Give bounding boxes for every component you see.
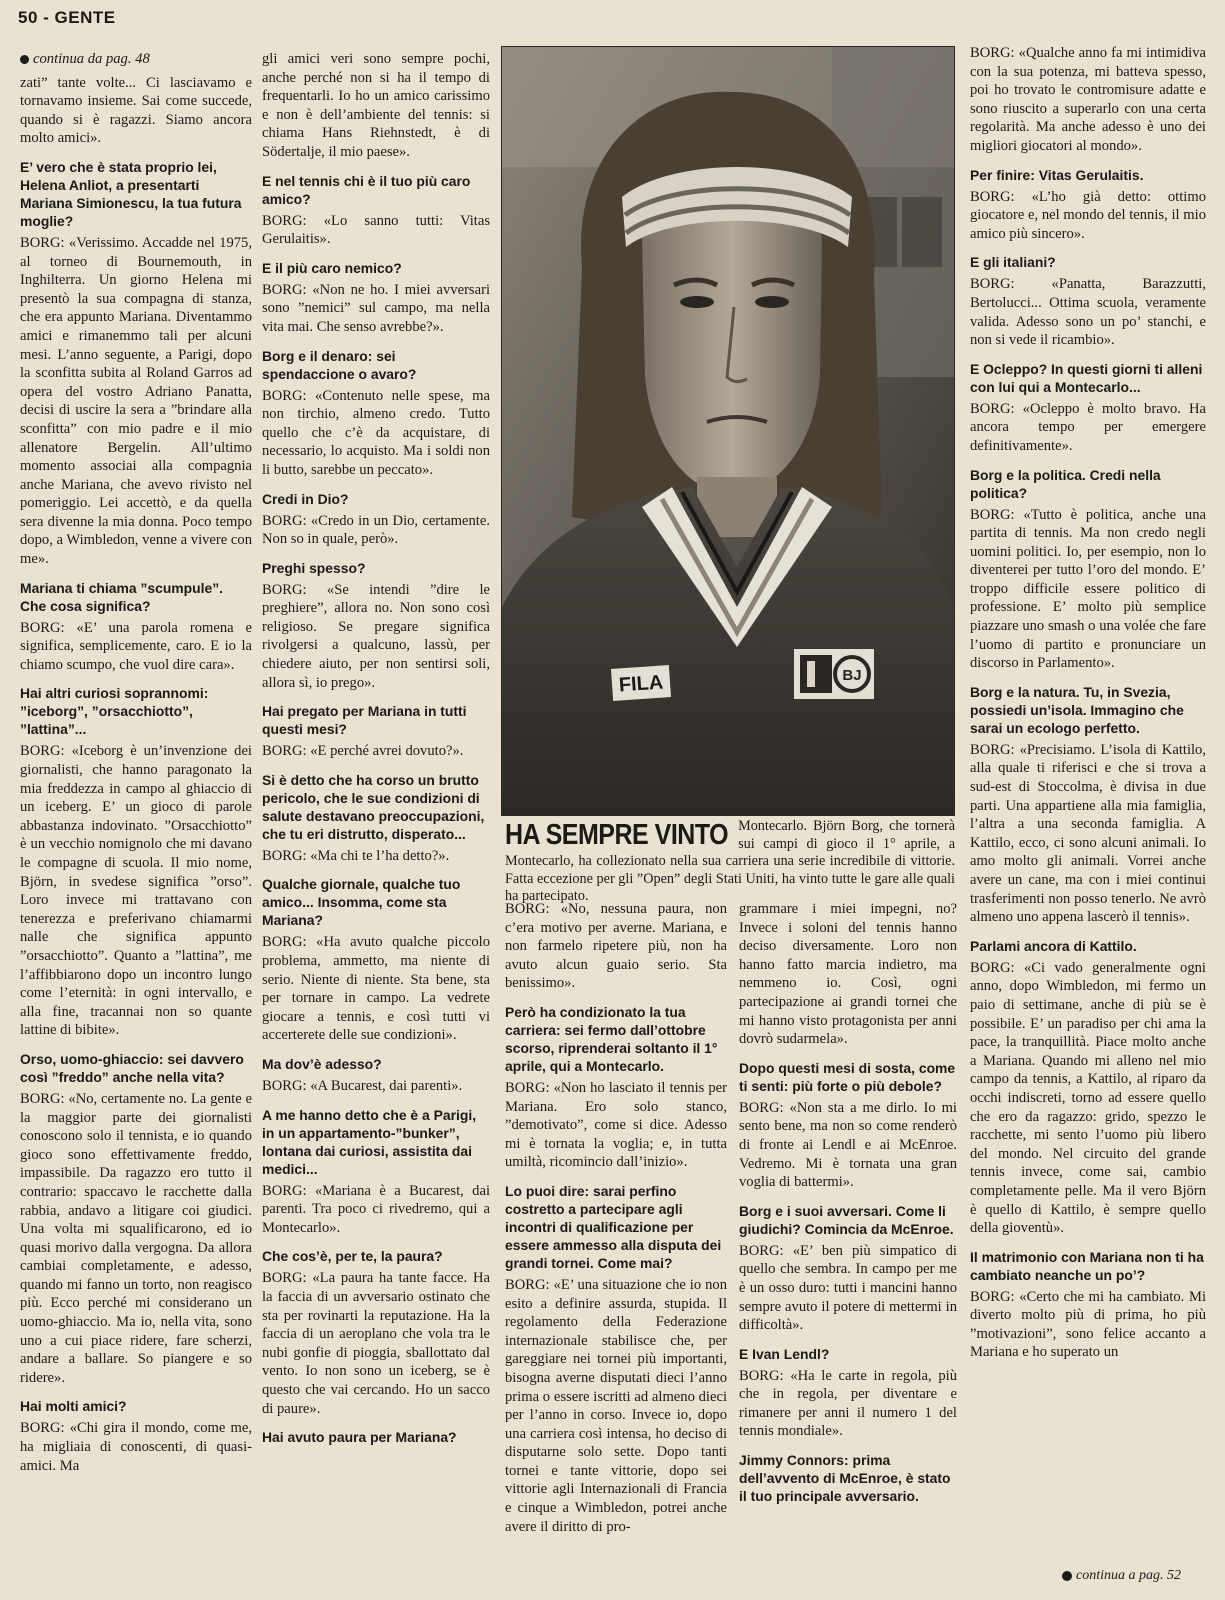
continued-to-text: continua a pag. 52 bbox=[1076, 1568, 1181, 1583]
interview-question: Qualche giornale, qualche tuo amico... Insomma, come sta Mariana? bbox=[262, 876, 461, 929]
interview-question: Borg e il denaro: sei spendaccione o avaro? bbox=[262, 347, 417, 382]
interview-answer: BORG: «E’ ben più simpatico di quello che sembra. In campo per me è un osso duro: tutti i mancini hanno sempre avuto il potere di mettermi in difficoltà». bbox=[739, 1242, 957, 1334]
interview-question: Hai pregato per Mariana in tutti questi mesi? bbox=[262, 703, 467, 738]
interview-question: A me hanno detto che è a Parigi, in un appartamento-”bunker”, lontana dai curiosi, assistita dai medici... bbox=[262, 1106, 477, 1177]
interview-question: Hai molti amici? bbox=[20, 1398, 127, 1415]
interview-answer: BORG: «Non ho lasciato il tennis per Mariana. Ero solo stanco, ”demotivato”, come si dice. Adesso mi è tornata la voglia; e, in tutta umiltà, ricomincio dall’inizio». bbox=[505, 1079, 727, 1171]
caption-text: Montecarlo. Björn Borg, che tornerà sui campi di gioco il 1° aprile, a Montecarlo, ha collezionato nella sua carriera una serie incredibile di vittorie. Fatta eccezione per gli ”Open” degli Stati Uniti, ha vinto tutte le gare alle quali ha partecipato. bbox=[505, 818, 955, 905]
interview-answer: BORG: «Ci vado generalmente ogni anno, dopo Wimbledon, mi fermo un paio di settimane, anche di più se è possibile. E’ un paradiso per chi ama la pace, la tranquillità. Piace molto anche a Mariana. Quando mi alleno nel mio campo da tennis, a Kattilo, al riparo da occhi indiscreti, torno ad essere quello che ero da ragazzo: grido, spezzo le racchette, mi sento l’uomo più libero del mondo. Nel circuito del grande tennis invece, come sai, cambio completamente pelle. Ma il vero Björn è quello di Kattilo, è sempre quello della gioventù». bbox=[970, 959, 1206, 1237]
interview-question: E nel tennis chi è il tuo più caro amico? bbox=[262, 172, 471, 207]
paragraph: grammare i miei impegni, no? Invece i soloni del tennis hanno deciso diversamente. Loro non hanno fatto marcia indietro, ma nemmeno io. Così, ogni partecipazione ai grandi tornei che mi hanno visto protagonista per anni dovrò sudarmela». bbox=[739, 901, 957, 1048]
column-1 bbox=[20, 50, 252, 1596]
caption-headline: HA SEMPRE VINTO bbox=[505, 818, 729, 852]
interview-answer: BORG: «Ocleppo è molto bravo. Ha ancora tempo per emergere definitivamente». bbox=[970, 400, 1206, 454]
interview-question: Però ha condizionato la tua carriera: sei fermo dall’ottobre scorso, riprenderai soltanto il 1° aprile, qui a Montecarlo. bbox=[505, 1003, 718, 1074]
interview-question: Ma dov’è adesso? bbox=[262, 1056, 382, 1072]
portrait-photo bbox=[501, 46, 955, 816]
page-header: 50 - GENTE bbox=[18, 8, 116, 27]
interview-question: E il più caro nemico? bbox=[262, 259, 402, 276]
interview-answer: BORG: «Ha avuto qualche piccolo problema, ammetto, ma niente di serio. Niente di niente. Sta bene, sta per tornare in campo. La vedrete giocare a tennis, e così tutti vi accerterete delle sue condizioni». bbox=[262, 934, 490, 1044]
interview-answer: BORG: «Non sta a me dirlo. Io mi sento bene, ma non so come renderò di fronte ai Lendl e ai McEnroe. Vedremo. Mi è tornata una gran voglia di battermi». bbox=[739, 1099, 957, 1191]
interview-question: Credi in Dio? bbox=[262, 490, 349, 507]
interview-question: Hai altri curiosi soprannomi: ”iceborg”, ”orsacchiotto”, ”lattina”... bbox=[20, 685, 209, 738]
monogram-text: BJ bbox=[842, 667, 862, 684]
column-4 bbox=[739, 900, 957, 1592]
interview-answer: BORG: «E’ una parola romena e significa, semplicemente, caro. E io la chiamo scumpo, che vuol dire cara». bbox=[20, 619, 252, 673]
column-5 bbox=[970, 44, 1206, 1564]
interview-answer: BORG: «Ma chi te l’ha detto?». bbox=[262, 847, 450, 864]
interview-question: Mariana ti chiama ”scumpule”. Che cosa significa? bbox=[20, 579, 224, 614]
portrait-illustration bbox=[502, 47, 954, 815]
interview-answer: BORG: «Chi gira il mondo, come me, ha migliaia di conoscenti, di quasi-amici. Ma bbox=[20, 1420, 252, 1474]
interview-question: E Ocleppo? In questi giorni ti alleni con lui qui a Montecarlo... bbox=[970, 360, 1203, 395]
interview-answer: BORG: «Se intendi ”dire le preghiere”, allora no. Non sono così religioso. Se pregare significa rivolgersi a qualcuno, lassù, per chiedere aiuto, per non sentirsi soli, allora sì, io prego». bbox=[262, 581, 490, 691]
interview-question: Hai avuto paura per Mariana? bbox=[262, 1429, 457, 1446]
column-3 bbox=[505, 900, 727, 1592]
interview-answer: BORG: «A Bucarest, dai parenti». bbox=[262, 1078, 463, 1094]
interview-answer: BORG: «Iceborg è un’invenzione dei giornalisti, che hanno paragonato la mia freddezza in campo al ghiaccio di un iceberg. E’ un gioco di parole abbastanza indovinato. ”Orsacchiotto” è un vecchio nomignolo che mi davano le compagne di scuola. Il mio nome, Björn, in svedese significa ”orso”. Loro invece mi trattavano con tenerezza e preferivano chiamarmi nalle che significa appunto ”orsacchiotto”. Quanto a ”lattina”, me l’affibbiarono dopo un incontro lungo come l’eternità: in ogni intervallo, e alla fine, tracannai non so quante lattine di bibite». bbox=[20, 743, 252, 1039]
paragraph: BORG: «Qualche anno fa mi intimidiva con la sua potenza, mi batteva spesso, poi ho trovato le contromisure adatte e sono riuscito a superarlo con una certa regolarità. Ma anche adesso è uno dei migliori giocatori al mondo». bbox=[970, 45, 1206, 154]
interview-answer: BORG: «No, nessuna paura, non c’era motivo per averne. Mariana, e non farmelo ripetere più, non ha avuto alcun guaio serio. Sta benissimo». bbox=[505, 901, 727, 992]
interview-question: Borg e la natura. Tu, in Svezia, possiedi un’isola. Immagino che sarai un ecologo perfetto. bbox=[970, 683, 1184, 736]
interview-answer: BORG: «Ha le carte in regola, più che in regola, per diventare e rimanere per anni il numero 1 del tennis mondiale». bbox=[739, 1367, 957, 1440]
interview-question: Si è detto che ha corso un brutto pericolo, che le sue condizioni di salute destavano preoccupazioni, che tu eri distrutto, disperato... bbox=[262, 771, 485, 842]
interview-answer: BORG: «Mariana è a Bucarest, dai parenti. Tra poco ci rivedremo, qui a Montecarlo». bbox=[262, 1182, 490, 1236]
bullet-icon bbox=[1062, 1571, 1072, 1581]
continued-from-note bbox=[20, 50, 252, 69]
photo-caption bbox=[505, 818, 955, 906]
interview-question: Borg e i suoi avversari. Come li giudichi? Comincia da McEnroe. bbox=[739, 1202, 954, 1237]
paragraph: zati” tante volte... Ci lasciavamo e tornavamo insieme. Sai come succede, quando si è ragazzi. Siamo ancora molto amici». bbox=[20, 74, 252, 147]
shirt-brand-text: FILA bbox=[618, 671, 665, 697]
interview-question: E’ vero che è stata proprio lei, Helena Anliot, a presentarti Mariana Simionescu, la tua futura moglie? bbox=[20, 158, 242, 229]
continued-to-note bbox=[1062, 1568, 1181, 1584]
interview-question: Che cos’è, per te, la paura? bbox=[262, 1248, 443, 1265]
interview-answer: BORG: «Certo che mi ha cambiato. Mi diverto molto più di prima, ho più ”motivazioni”, sono felice accanto a Mariana e ho superato un bbox=[970, 1288, 1206, 1361]
interview-question: Jimmy Connors: prima dell’avvento di McEnroe, è stato il tuo principale avversario. bbox=[739, 1452, 951, 1505]
interview-question: Dopo questi mesi di sosta, come ti senti: più forte o più debole? bbox=[739, 1059, 956, 1094]
column-2 bbox=[262, 50, 490, 1596]
interview-question: Preghi spesso? bbox=[262, 559, 366, 576]
paragraph: gli amici veri sono sempre pochi, anche perché non si ha il tempo di frequentarli. Io ho un amico carissimo e non è dell’ambiente del tennis: si chiama Hans Riehnstedt, è di Södertalje, il mio paese». bbox=[262, 51, 490, 160]
interview-answer: BORG: «Tutto è politica, anche una partita di tennis. Ma non credo negli uomini politici. Io, per esempio, non lo diventerei per tutto l’oro del mondo. E’ troppo difficile essere politico di professione. E’ molto più semplice piazzare uno smash o una volée che fare l’uomo di partito e pronunciare un discorso in Parlamento». bbox=[970, 506, 1206, 672]
interview-answer: BORG: «Non ne ho. I miei avversari sono ”nemici” sul campo, ma nella vita mai. Che senso avrebbe?». bbox=[262, 281, 490, 335]
interview-answer: BORG: «No, certamente no. La gente e la maggior parte dei giornalisti conoscono solo il tennista, e io quando gioco sono effettivamente freddo, impassibile. Da ragazzo ero tutto il contrario: spaccavo le racchette dalla rabbia, andavo a litigare coi giudici. Una volta mi squalificarono, ed io quasi morivo dalla vergogna. Da allora cambiai completamente, e adesso, quando mi fanno un torto, non reagisco più. Ecco perché mi considerano un uomo-ghiaccio. Ma io, nella vita, sono uno a cui piace ridere, fare scherzi, andare a ballare. So piangere e so ridere». bbox=[20, 1090, 252, 1386]
interview-answer: BORG: «Panatta, Barazzutti, Bertolucci... Ottima scuola, veramente valida. Adesso sono un po’ stanchi, e non si vede il ricambio». bbox=[970, 276, 1206, 349]
interview-question: Orso, uomo-ghiaccio: sei davvero così ”freddo” anche nella vita? bbox=[20, 1050, 244, 1085]
interview-question: Per finire: Vitas Gerulaitis. bbox=[970, 166, 1144, 183]
interview-question: E gli italiani? bbox=[970, 254, 1056, 271]
interview-answer: BORG: «La paura ha tante facce. Ha la faccia di un avversario ostinato che sta per rovinarti la reputazione. Ha la faccia di un aeroplano che vola tra le nubi gonfie di pioggia, sballottato dal vento. Io non sono un iceberg, se è questo che vai cercando. Ho un sacco di paure». bbox=[262, 1270, 490, 1417]
interview-answer: BORG: «Contenuto nelle spese, ma non tirchio, almeno credo. Tutto quello che c’è da acquistare, di necessario, lo acquisto. Ma i soldi non li butto, sarebbe un peccato». bbox=[262, 387, 490, 478]
interview-answer: BORG: «E perché avrei dovuto?». bbox=[262, 743, 464, 760]
bullet-icon bbox=[20, 55, 29, 64]
continued-from-text: continua da pag. 48 bbox=[33, 51, 150, 67]
interview-answer: BORG: «L’ho già detto: ottimo giocatore e, nel mondo del tennis, il mio amico più sincero». bbox=[970, 188, 1206, 242]
interview-question: E Ivan Lendl? bbox=[739, 1345, 830, 1362]
interview-answer: BORG: «Lo sanno tutti: Vitas Gerulaitis». bbox=[262, 212, 490, 248]
interview-answer: BORG: «Verissimo. Accadde nel 1975, al torneo di Bournemouth, in Inghilterra. Un giorno Helena mi presentò la sua compagna di stanza, che era appunto Mariana. Diventammo amici e rimanemmo tali per alcuni mesi. L’anno seguente, a Parigi, dopo la sconfitta subita al Roland Garros ad opera del vostro Adriano Panatta, decisi di uscire la sera a ”brindare alla sconfitta” con mio padre e il mio allenatore Bergelin. All’ultimo momento associai alla compagnia anche Mariana, che avevo rivisto nel pomeriggio. Lei accettò, e da quella sera divenne la mia donna. Poco tempo dopo, a Wimbledon, venne a vivere con me». bbox=[20, 234, 252, 568]
interview-answer: BORG: «E’ una situazione che io non esito a definire assurda, stupida. Il regolamento della Federazione internazionale stabilisce che, per gareggiare nei tornei più importanti, bisogna averne disputati dieci l’anno prima o essere iscritti ad almeno dieci per l’anno in corso. Invece io, dopo una carriera così intensa, ho deciso di disputarne solo sette. Dopo tanti tornei e tante vittorie, dopo sei vittorie agli Internazionali di Francia e cinque a Wimbledon, potrei anche avere il diritto di pro- bbox=[505, 1276, 727, 1535]
interview-question: Borg e la politica. Credi nella politica? bbox=[970, 466, 1161, 501]
interview-question: Parlami ancora di Kattilo. bbox=[970, 937, 1137, 954]
interview-answer: BORG: «Credo in un Dio, certamente. Non so in quale, però». bbox=[262, 512, 490, 548]
interview-question: Il matrimonio con Mariana non ti ha cambiato neanche un po’? bbox=[970, 1248, 1204, 1283]
interview-answer: BORG: «Precisiamo. L’isola di Kattilo, alla quale ti riferisci e che si trova a sud-est di Stoccolma, è divisa in due parti. Una appartiene alla mia famiglia, l’altra a una seconda famiglia. A Kattilo, ecco, ci sono alcuni animali. Io amo molto gli animali. Vorrei anche avere un cane, ma con i miei continui trasferimenti non posso tenerlo. Ne avrò almeno uno appena lascerò il tennis». bbox=[970, 741, 1206, 926]
interview-question: Lo puoi dire: sarai perfino costretto a partecipare agli incontri di qualificazione per essere ammesso alla disputa dei grandi tornei. Come mai? bbox=[505, 1182, 722, 1271]
